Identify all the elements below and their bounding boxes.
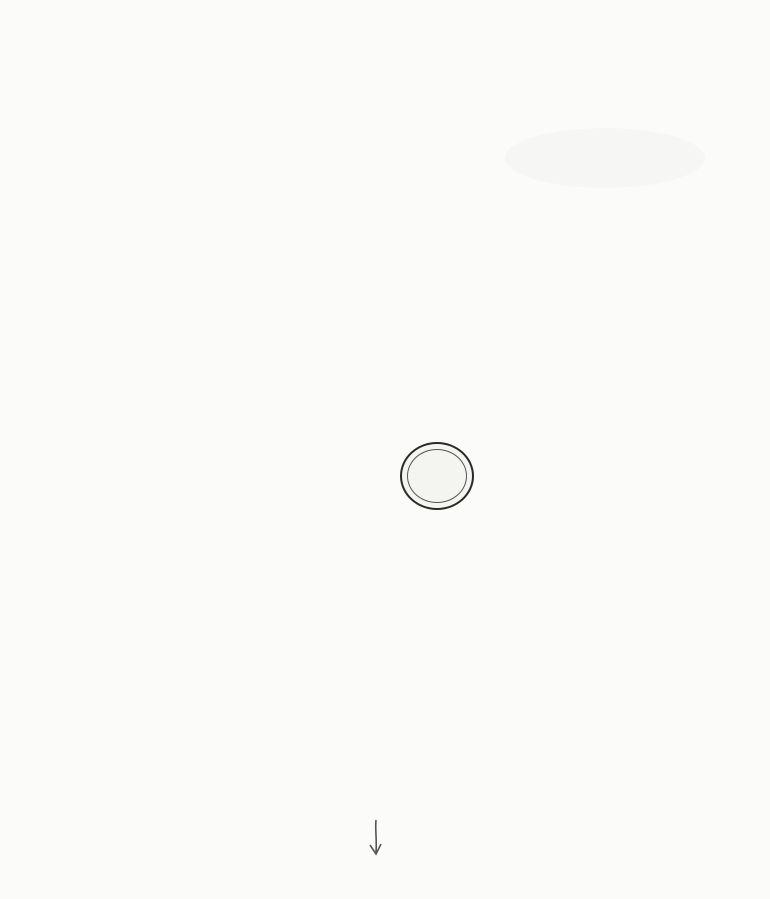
archives-stamp-seal (400, 442, 474, 510)
seal-graphic (402, 444, 472, 508)
down-arrow-icon (366, 818, 386, 858)
paper-smudge (505, 128, 705, 188)
